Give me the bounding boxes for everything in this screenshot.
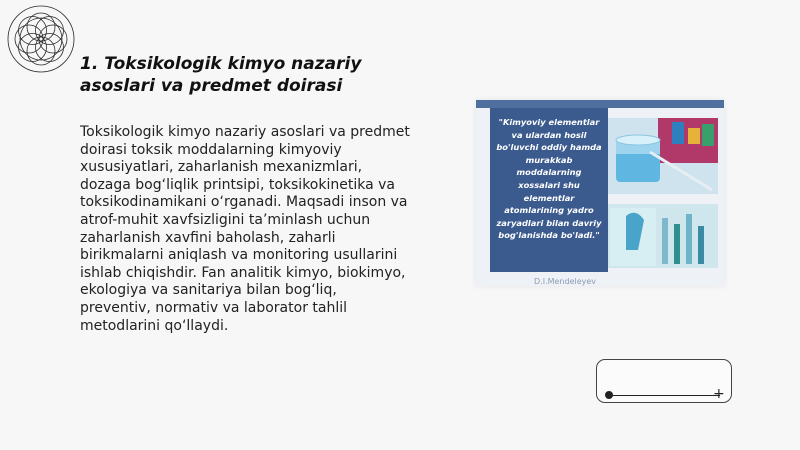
quote-text-box: "Kimyoviy elementlar va ulardan hosil bo'luvchi oddiy hamda murakkab moddalarning xossalari shu elementlar atomlarining yadro zaryadlari bilan davriy bog'lanishda bo'ladi." [490,108,608,272]
slide-body-text: Toksikologik kimyo nazariy asoslari va predmet doirasi toksik moddalarning kimyoviy xususiyatlari, zaharlanish mexanizmlari, dozaga bog‘liqlik printsipi, toksikokinetika va toksikodinamikani o‘rganadi. Maqsadi inson va atrof-muhit xavfsizligini ta’minlash uchun zaharlanish xavfini baholash, zaharli birikmalarni aniqlash va monitoring usullarini ishlab chiqishdir. Fan analitik kimyo, biokimyo, ekologiya va sanitariya bilan bog‘liq, preventiv, normativ va laborator tahlil metodlarini qo‘llaydi. [80,124,410,334]
progress-track[interactable] [610,395,720,396]
figure-caption: D.I.Mendeleyev [534,277,597,286]
plus-icon[interactable]: + [713,386,725,402]
progress-knob[interactable] [605,391,613,399]
quote-figure [476,100,724,286]
slide-title: 1. Toksikologik kimyo nazariy asoslari va predmet doirasi [80,54,362,96]
decorative-circle-pattern-icon [2,2,80,76]
media-player-control[interactable] [596,359,732,403]
